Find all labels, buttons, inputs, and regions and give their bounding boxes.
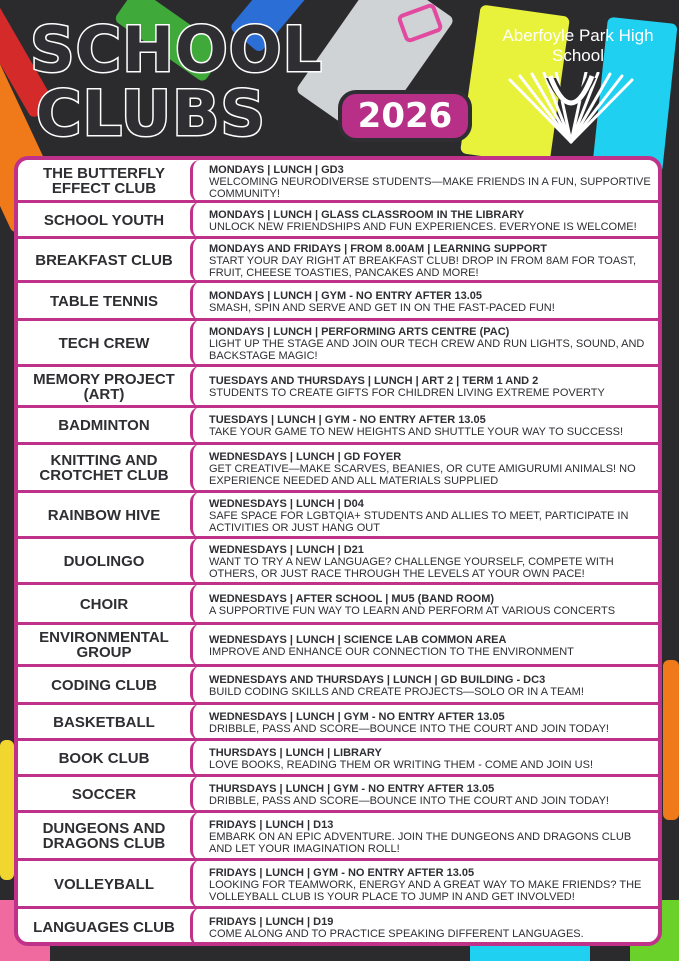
club-details — [190, 444, 658, 492]
school-sun-logo-icon — [506, 72, 636, 144]
club-description: LOVE BOOKS, READING THEM OR WRITING THEM - COME AND JOIN US! — [209, 758, 594, 771]
club-description: WELCOMING NEURODIVERSE STUDENTS—MAKE FRIENDS IN A FUN, SUPPORTIVE COMMUNITY! — [209, 175, 651, 200]
club-description: EMBARK ON AN EPIC ADVENTURE. JOIN THE DUNGEONS AND DRAGONS CLUB AND LET YOUR IMAGINATION ROLL! — [209, 830, 632, 855]
club-schedule: WEDNESDAYS | LUNCH | D21 — [209, 543, 364, 556]
club-row — [18, 366, 658, 407]
club-row — [18, 444, 658, 492]
club-details — [190, 538, 658, 584]
club-details — [190, 160, 658, 202]
club-details — [190, 202, 658, 238]
club-schedule: WEDNESDAYS | LUNCH | D04 — [209, 497, 364, 510]
club-description: LIGHT UP THE STAGE AND JOIN OUR TECH CREW AND RUN LIGHTS, SOUND, AND BACKSTAGE MAGIC! — [209, 337, 645, 362]
title-line-2: CLUBS — [36, 77, 267, 150]
club-details — [190, 860, 658, 908]
club-schedule: WEDNESDAYS | AFTER SCHOOL | MU5 (BAND ROOM) — [209, 592, 495, 605]
orange-marker-graphic — [663, 660, 679, 820]
club-schedule: WEDNESDAYS AND THURSDAYS | LUNCH | GD BUILDING - DC3 — [209, 673, 546, 686]
club-name: SCHOOL YOUTH — [43, 211, 165, 229]
school-name: Aberfoyle Park High School — [502, 26, 654, 65]
club-description: A SUPPORTIVE FUN WAY TO LEARN AND PERFORM AT VARIOUS CONCERTS — [209, 604, 616, 617]
club-name: TECH CREW — [58, 334, 150, 352]
club-description: WANT TO TRY A NEW LANGUAGE? CHALLENGE YOURSELF, COMPETE WITH OTHERS, OR JUST RACE THROUGH THE LEVELS AT YOUR OWN PACE! — [209, 555, 614, 580]
club-name: BOOK CLUB — [58, 749, 150, 767]
club-details — [190, 908, 658, 946]
club-description: BUILD CODING SKILLS AND CREATE PROJECTS—SOLO OR IN A TEAM! — [209, 685, 584, 698]
club-row — [18, 282, 658, 320]
club-schedule: FRIDAYS | LUNCH | D19 — [209, 915, 334, 928]
club-name: TABLE TENNIS — [49, 292, 159, 310]
club-row — [18, 908, 658, 946]
club-description: IMPROVE AND ENHANCE OUR CONNECTION TO THE ENVIRONMENT — [209, 645, 574, 658]
club-description: UNLOCK NEW FRIENDSHIPS AND FUN EXPERIENCES. EVERYONE IS WELCOME! — [209, 220, 637, 233]
club-row — [18, 860, 658, 908]
club-name: VOLLEYBALL — [54, 875, 154, 893]
club-schedule: FRIDAYS | LUNCH | GYM - NO ENTRY AFTER 13.05 — [209, 866, 475, 879]
club-name: DUNGEONS AND DRAGONS CLUB — [42, 820, 166, 852]
club-details — [190, 492, 658, 538]
club-row — [18, 160, 658, 202]
club-description: TAKE YOUR GAME TO NEW HEIGHTS AND SHUTTLE YOUR WAY TO SUCCESS! — [209, 426, 624, 439]
club-description: SAFE SPACE FOR LGBTQIA+ STUDENTS AND ALLIES TO MEET, PARTICIPATE IN ACTIVITIES OR JUST HANG OUT — [209, 509, 629, 534]
club-row — [18, 407, 658, 444]
club-row — [18, 704, 658, 740]
club-name: BADMINTON — [58, 417, 150, 434]
club-name: THE BUTTERFLY EFFECT CLUB — [43, 165, 165, 197]
club-details — [190, 740, 658, 776]
club-row — [18, 584, 658, 624]
club-name: MEMORY PROJECT (ART) — [33, 370, 175, 403]
club-row — [18, 538, 658, 584]
club-details — [190, 366, 658, 407]
club-name: RAINBOW HIVE — [47, 506, 161, 524]
club-schedule: WEDNESDAYS | LUNCH | GD FOYER — [209, 450, 402, 463]
club-name: CHOIR — [79, 595, 129, 613]
year-badge: 2026 — [338, 90, 472, 142]
club-row — [18, 492, 658, 538]
club-schedule: MONDAYS | LUNCH | GYM - NO ENTRY AFTER 13.05 — [209, 289, 483, 302]
title-line-1: SCHOOL — [30, 13, 323, 86]
club-name: ENVIRONMENTAL GROUP — [39, 629, 169, 661]
club-details — [190, 320, 658, 366]
club-schedule: MONDAYS | LUNCH | GD3 — [209, 163, 344, 176]
club-row — [18, 776, 658, 812]
club-schedule: MONDAYS | LUNCH | GLASS CLASSROOM IN THE LIBRARY — [209, 208, 525, 221]
club-schedule: TUESDAYS AND THURSDAYS | LUNCH | ART 2 | TERM 1 AND 2 — [209, 375, 539, 388]
club-schedule: TUESDAYS | LUNCH | GYM - NO ENTRY AFTER 13.05 — [209, 414, 486, 427]
club-row — [18, 812, 658, 860]
club-name: BASKETBALL — [53, 713, 155, 731]
club-row — [18, 238, 658, 282]
club-details — [190, 624, 658, 666]
page-title — [30, 13, 323, 150]
club-schedule: THURSDAYS | LUNCH | LIBRARY — [209, 746, 382, 759]
club-schedule: MONDAYS | LUNCH | PERFORMING ARTS CENTRE (PAC) — [209, 325, 510, 338]
club-details — [190, 666, 658, 704]
club-description: COME ALONG AND TO PRACTICE SPEAKING DIFFERENT LANGUAGES. — [209, 927, 584, 940]
club-description: DRIBBLE, PASS AND SCORE—BOUNCE INTO THE COURT AND JOIN TODAY! — [209, 722, 609, 735]
yellow-pencil-graphic — [0, 740, 14, 880]
club-name: BREAKFAST CLUB — [35, 251, 173, 269]
club-description: STUDENTS TO CREATE GIFTS FOR CHILDREN LIVING EXTREME POVERTY — [209, 387, 605, 400]
club-row — [18, 202, 658, 238]
club-details — [190, 238, 658, 282]
clubs-table — [14, 156, 662, 946]
club-row — [18, 320, 658, 366]
club-description: LOOKING FOR TEAMWORK, ENERGY AND A GREAT WAY TO MAKE FRIENDS? THE VOLLEYBALL CLUB IS YOUR PLACE TO JUMP IN AND GET INVOLVED! — [209, 878, 642, 903]
club-description: DRIBBLE, PASS AND SCORE—BOUNCE INTO THE COURT AND JOIN TODAY! — [209, 794, 609, 807]
club-description: SMASH, SPIN AND SERVE AND GET IN ON THE FAST-PACED FUN! — [209, 301, 555, 314]
club-description: GET CREATIVE—MAKE SCARVES, BEANIES, OR CUTE AMIGURUMI ANIMALS! NO EXPERIENCE NEEDED AND ALL MATERIALS SUPPLIED — [209, 462, 636, 487]
club-schedule: WEDNESDAYS | LUNCH | SCIENCE LAB COMMON AREA — [209, 633, 507, 646]
club-details — [190, 776, 658, 812]
club-name: LANGUAGES CLUB — [33, 918, 175, 936]
club-details — [190, 407, 658, 444]
club-schedule: WEDNESDAYS | LUNCH | GYM - NO ENTRY AFTER 13.05 — [209, 710, 505, 723]
club-details — [190, 282, 658, 320]
club-schedule: FRIDAYS | LUNCH | D13 — [209, 818, 334, 831]
club-description: START YOUR DAY RIGHT AT BREAKFAST CLUB! DROP IN FROM 8AM FOR TOAST, FRUIT, CHEESE TOASTIES, PANCAKES AND MORE! — [209, 254, 637, 279]
club-name: KNITTING AND CROTCHET CLUB — [39, 452, 169, 484]
club-name: DUOLINGO — [63, 552, 145, 570]
club-row — [18, 624, 658, 666]
club-schedule: MONDAYS AND FRIDAYS | FROM 8.00AM | LEARNING SUPPORT — [209, 242, 548, 255]
club-details — [190, 584, 658, 624]
club-row — [18, 740, 658, 776]
club-details — [190, 704, 658, 740]
club-details — [190, 812, 658, 860]
club-name: CODING CLUB — [51, 676, 157, 694]
club-schedule: THURSDAYS | LUNCH | GYM - NO ENTRY AFTER 13.05 — [209, 782, 495, 795]
club-name: SOCCER — [71, 785, 137, 803]
club-row — [18, 666, 658, 704]
